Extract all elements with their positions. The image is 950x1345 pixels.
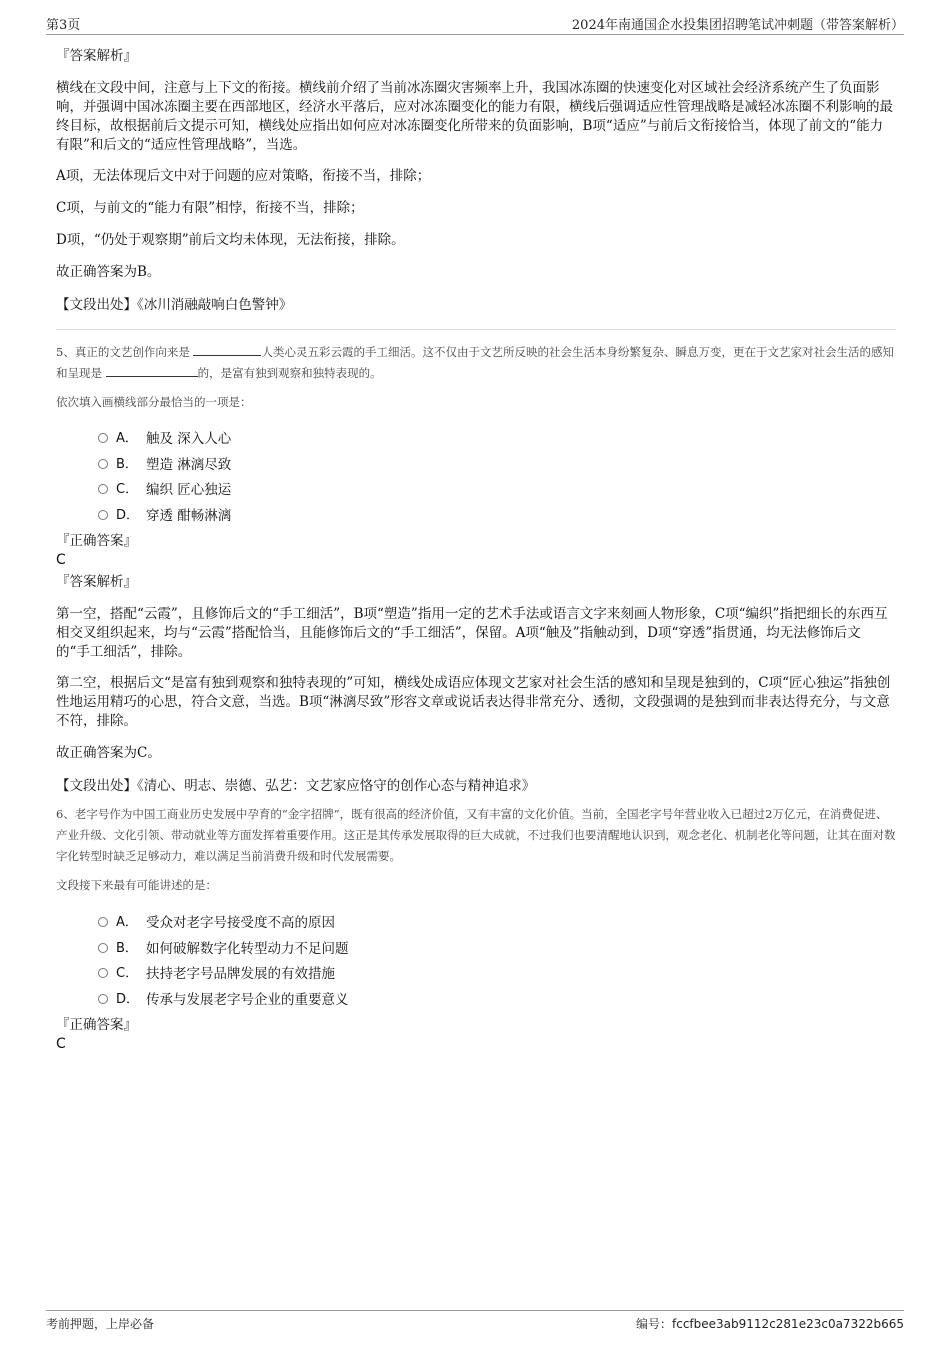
question-6-stem	[56, 804, 898, 867]
option-letter: A．	[116, 431, 138, 446]
analysis-paragraph-1: 第一空，搭配“云霞”，且修饰后文的“手工细活”，B项“塑造”指用一定的艺术手法或语言文字来刻画人物形象，C项“编织”指把细长的东西互相交叉组织起来，均与“云霞”搭配恰当，且能修饰后文的“手工细活”，保留。A项“触及”指触动到，D项“穿透”指贯通，均无法修饰后文的“手工细活”，排除。	[56, 606, 888, 660]
option-a[interactable]	[56, 909, 896, 935]
footer-slogan: 考前押题，上岸必备	[46, 1317, 155, 1331]
radio-icon[interactable]	[98, 510, 108, 520]
divider	[56, 329, 896, 330]
correct-answer: C	[56, 1036, 66, 1052]
radio-icon[interactable]	[98, 917, 108, 927]
option-b[interactable]	[56, 451, 896, 477]
source	[56, 296, 896, 315]
option-d[interactable]	[56, 986, 896, 1012]
radio-icon[interactable]	[98, 994, 108, 1004]
document-title: 2024年南通国企水投集团招聘笔试冲刺题（带答案解析）	[571, 18, 904, 33]
analysis-paragraph-2: 第二空，根据后文“是富有独到观察和独特表现的”可知，横线处成语应体现文艺家对社会生活的感知和呈现是独到的，C项“匠心独运”指独创性地运用精巧的心思，符合文意，当选。B项“淋漓尽致”形容文章或说话表达得非常充分、透彻，文段强调的是独到而非表达得充分，与文意不符，排除。	[56, 675, 891, 729]
question-number: 5、	[56, 345, 75, 359]
question-5-options	[56, 425, 896, 527]
option-d[interactable]	[56, 502, 896, 528]
question-text: 老字号作为中国工商业历史发展中孕育的“金字招牌”，既有很高的经济价值，又有丰富的文化价值。当前，全国老字号年营业收入已超过2万亿元，在消费促进、产业升级、文化引领、带动就业等方面发挥着重要作用。这正是其传承发展取得的巨大成就，不过我们也要清醒地认识到，观念老化、机制老化等问题，让其在面对数字化转型时缺乏足够动力，难以满足当前消费升级和时代发展需要。	[56, 807, 896, 863]
page-header	[46, 12, 904, 35]
analysis-paragraph: 横线在文段中间，注意与上下文的衔接。横线前介绍了当前冰冻圈灾害频率上升，我国冰冻圈的快速变化对区域社会经济系统产生了负面影响，并强调中国冰冻圈主要在西部地区，经济水平落后，应对冰冻圈变化的能力有限，横线后强调适应性管理战略是减轻冰冻圈不利影响的最终目标，故根据前后文提示可知，横线处应指出如何应对冰冻圈变化所带来的负面影响，B项“适应”与前后文衔接恰当，体现了前文的“能力有限”和后文的“适应性管理战略”，当选。	[56, 80, 893, 153]
option-text: 传承与发展老字号企业的重要意义	[146, 991, 349, 1008]
option-letter: D．	[116, 507, 140, 523]
blank-1	[193, 343, 261, 356]
radio-icon[interactable]	[98, 484, 108, 494]
conclusion: 故正确答案为C。	[56, 745, 161, 761]
option-text: 受众对老字号接受度不高的原因	[146, 915, 335, 931]
code-value: fccfbee3ab9112c281e23c0a7322b665	[672, 1317, 904, 1331]
source-title: 《冰川消融敲响白色警钟》	[137, 297, 293, 313]
option-text: 如何破解数字化转型动力不足问题	[146, 940, 349, 957]
blank-2	[106, 364, 198, 377]
code-label: 编号：	[636, 1317, 673, 1331]
question-5-prompt: 依次填入画横线部分最恰当的一项是：	[56, 395, 252, 409]
page-content	[56, 44, 896, 1054]
option-text: 编织 匠心独运	[146, 482, 232, 498]
option-letter: C．	[116, 966, 139, 981]
option-text: 扶持老字号品牌发展的有效措施	[146, 966, 335, 982]
option-letter: B．	[116, 456, 138, 472]
question-number: 6、	[56, 807, 75, 821]
question-text: 的，是富有独到观察和独特表现的。	[197, 366, 382, 380]
conclusion: 故正确答案为B。	[56, 264, 161, 280]
document-code	[636, 1315, 904, 1332]
radio-icon[interactable]	[98, 433, 108, 443]
analysis-option-c: C项，与前文的“能力有限”相悖，衔接不当，排除；	[56, 200, 364, 216]
question-6-options	[56, 909, 896, 1011]
analysis-option-a: A项，无法体现后文中对于问题的应对策略，衔接不当，排除；	[56, 168, 431, 184]
correct-answer-heading: 『正确答案』	[56, 1017, 137, 1033]
page-number: 第3页	[46, 18, 81, 33]
option-text: 塑造 淋漓尽致	[146, 456, 232, 473]
option-text: 触及 深入人心	[146, 431, 232, 447]
correct-answer: C	[56, 552, 66, 568]
source	[56, 777, 896, 796]
option-c[interactable]	[56, 960, 896, 986]
question-5-stem	[56, 342, 898, 384]
question-text: 人类心灵五彩云霞的手工细活。这不仅由于文艺所反映的社会生活本身纷繁复杂、瞬息万变，更在于文艺家对社会生活的感知和呈现是	[56, 345, 894, 380]
option-c[interactable]	[56, 476, 896, 502]
radio-icon[interactable]	[98, 459, 108, 469]
option-letter: A．	[116, 915, 138, 930]
analysis-option-d: D项，“仍处于观察期”前后文均未体现，无法衔接，排除。	[56, 232, 405, 248]
option-b[interactable]	[56, 935, 896, 961]
analysis-heading: 『答案解析』	[56, 48, 137, 64]
analysis-heading: 『答案解析』	[56, 574, 137, 590]
correct-answer-heading: 『正确答案』	[56, 533, 137, 549]
option-letter: D．	[116, 991, 140, 1007]
radio-icon[interactable]	[98, 943, 108, 953]
question-text: 真正的文艺创作向来是	[74, 345, 190, 359]
source-title: 《清心、明志、崇德、弘艺：文艺家应恪守的创作心态与精神追求》	[137, 778, 536, 794]
source-tag: 【文段出处】	[56, 297, 137, 313]
option-letter: C．	[116, 482, 139, 497]
radio-icon[interactable]	[98, 968, 108, 978]
source-tag: 【文段出处】	[56, 778, 137, 794]
question-6-prompt: 文段接下来最有可能讲述的是：	[56, 878, 217, 892]
page-footer	[46, 1310, 904, 1331]
option-a[interactable]	[56, 425, 896, 451]
option-letter: B．	[116, 940, 138, 956]
option-text: 穿透 酣畅淋漓	[146, 507, 232, 524]
